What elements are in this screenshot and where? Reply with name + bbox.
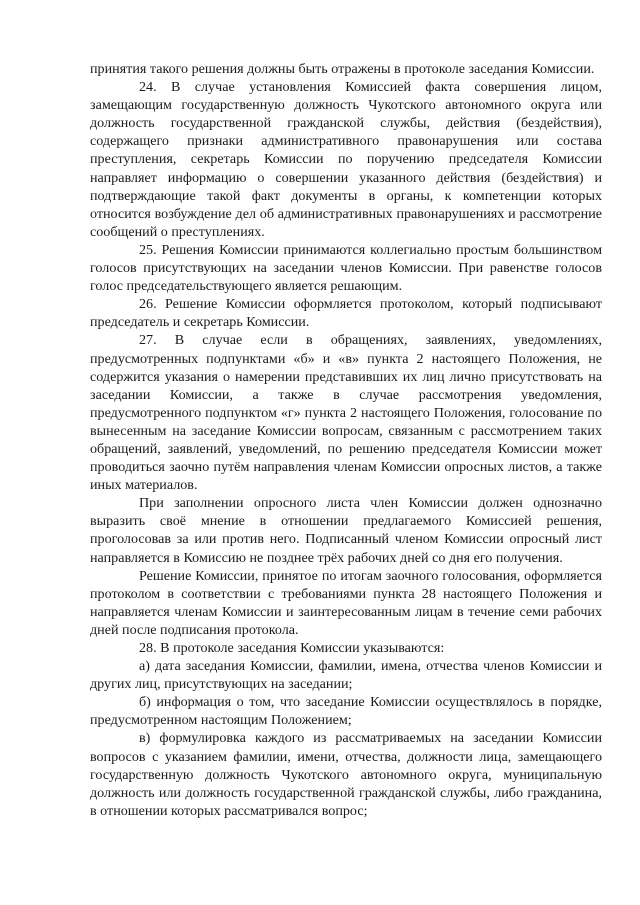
paragraph-item-27: 27. В случае если в обращениях, заявлениях, уведомлениях, предусмотренных подпунктами «б» и «в» пункта 2 настоящего Положения, не содержится указания о намерении представивших их лиц лично присутствовать на заседании Комиссии, а также в случае рассмотрения уведомления, предусмотренного подпунктом «г» пункта 2 настоящего Положения, голосование по вынесенным на заседание Комиссии вопросам, связанным с рассмотрением таких обращений, заявлений, уведомлений, по решению председателя Комиссии может проводиться заочно путём направления членам Комиссии опросных листов, а также иных материалов. bbox=[90, 332, 602, 494]
paragraph-subitem-b: б) информация о том, что заседание Комиссии осуществлялось в порядке, предусмотренном настоящим Положением; bbox=[90, 694, 602, 729]
paragraph-questionnaire: При заполнении опросного листа член Комиссии должен однозначно выразить своё мнение в отношении предлагаемого Комиссией решения, проголосовав за или против него. Подписанный членом Комиссии опросный лист направляется в Комиссию не позднее трёх рабочих дней со дня его получения. bbox=[90, 495, 602, 566]
paragraph-item-24: 24. В случае установления Комиссией факта совершения лицом, замещающим государственную должность Чукотского автономного округа или должность государственной гражданской службы, действия (бездействия), содержащего признаки административного правонарушения или состава преступления, секретарь Комиссии по поручению председателя Комиссии направляет информацию о совершении указанного действия (бездействия) и подтверждающие такой факт документы в органы, к компетенции которых относится возбуждение дел об административных правонарушениях и рассмотрение сообщений о преступлениях. bbox=[90, 79, 602, 240]
paragraph-item-28: 28. В протоколе заседания Комиссии указываются: bbox=[139, 640, 445, 656]
document-page bbox=[90, 60, 602, 820]
paragraph-absentee-decision: Решение Комиссии, принятое по итогам заочного голосования, оформляется протоколом в соответствии с требованиями пункта 28 настоящего Положения и направляется членам Комиссии и заинтересованным лицам в течение семи рабочих дней после подписания протокола. bbox=[90, 567, 602, 638]
paragraph-continuation: принятия такого решения должны быть отражены в протоколе заседания Комиссии. bbox=[90, 61, 595, 77]
paragraph-subitem-v: в) формулировка каждого из рассматриваемых на заседании Комиссии вопросов с указанием фамилии, имени, отчества, должности лица, замещающего государственную должность Чукотского автономного округа, муниципальную должность или должность государственной гражданской службы, либо гражданина, в отношении которых рассматривался вопрос; bbox=[90, 730, 602, 819]
paragraph-item-25: 25. Решения Комиссии принимаются коллегиально простым большинством голосов присутствующих на заседании членов Комиссии. При равенстве голосов голос председательствующего является решающим. bbox=[90, 241, 602, 295]
paragraph-subitem-a: а) дата заседания Комиссии, фамилии, имена, отчества членов Комиссии и других лиц, присутствующих на заседании; bbox=[90, 658, 602, 693]
paragraph-item-26: 26. Решение Комиссии оформляется протоколом, который подписывают председатель и секретарь Комиссии. bbox=[90, 296, 602, 331]
